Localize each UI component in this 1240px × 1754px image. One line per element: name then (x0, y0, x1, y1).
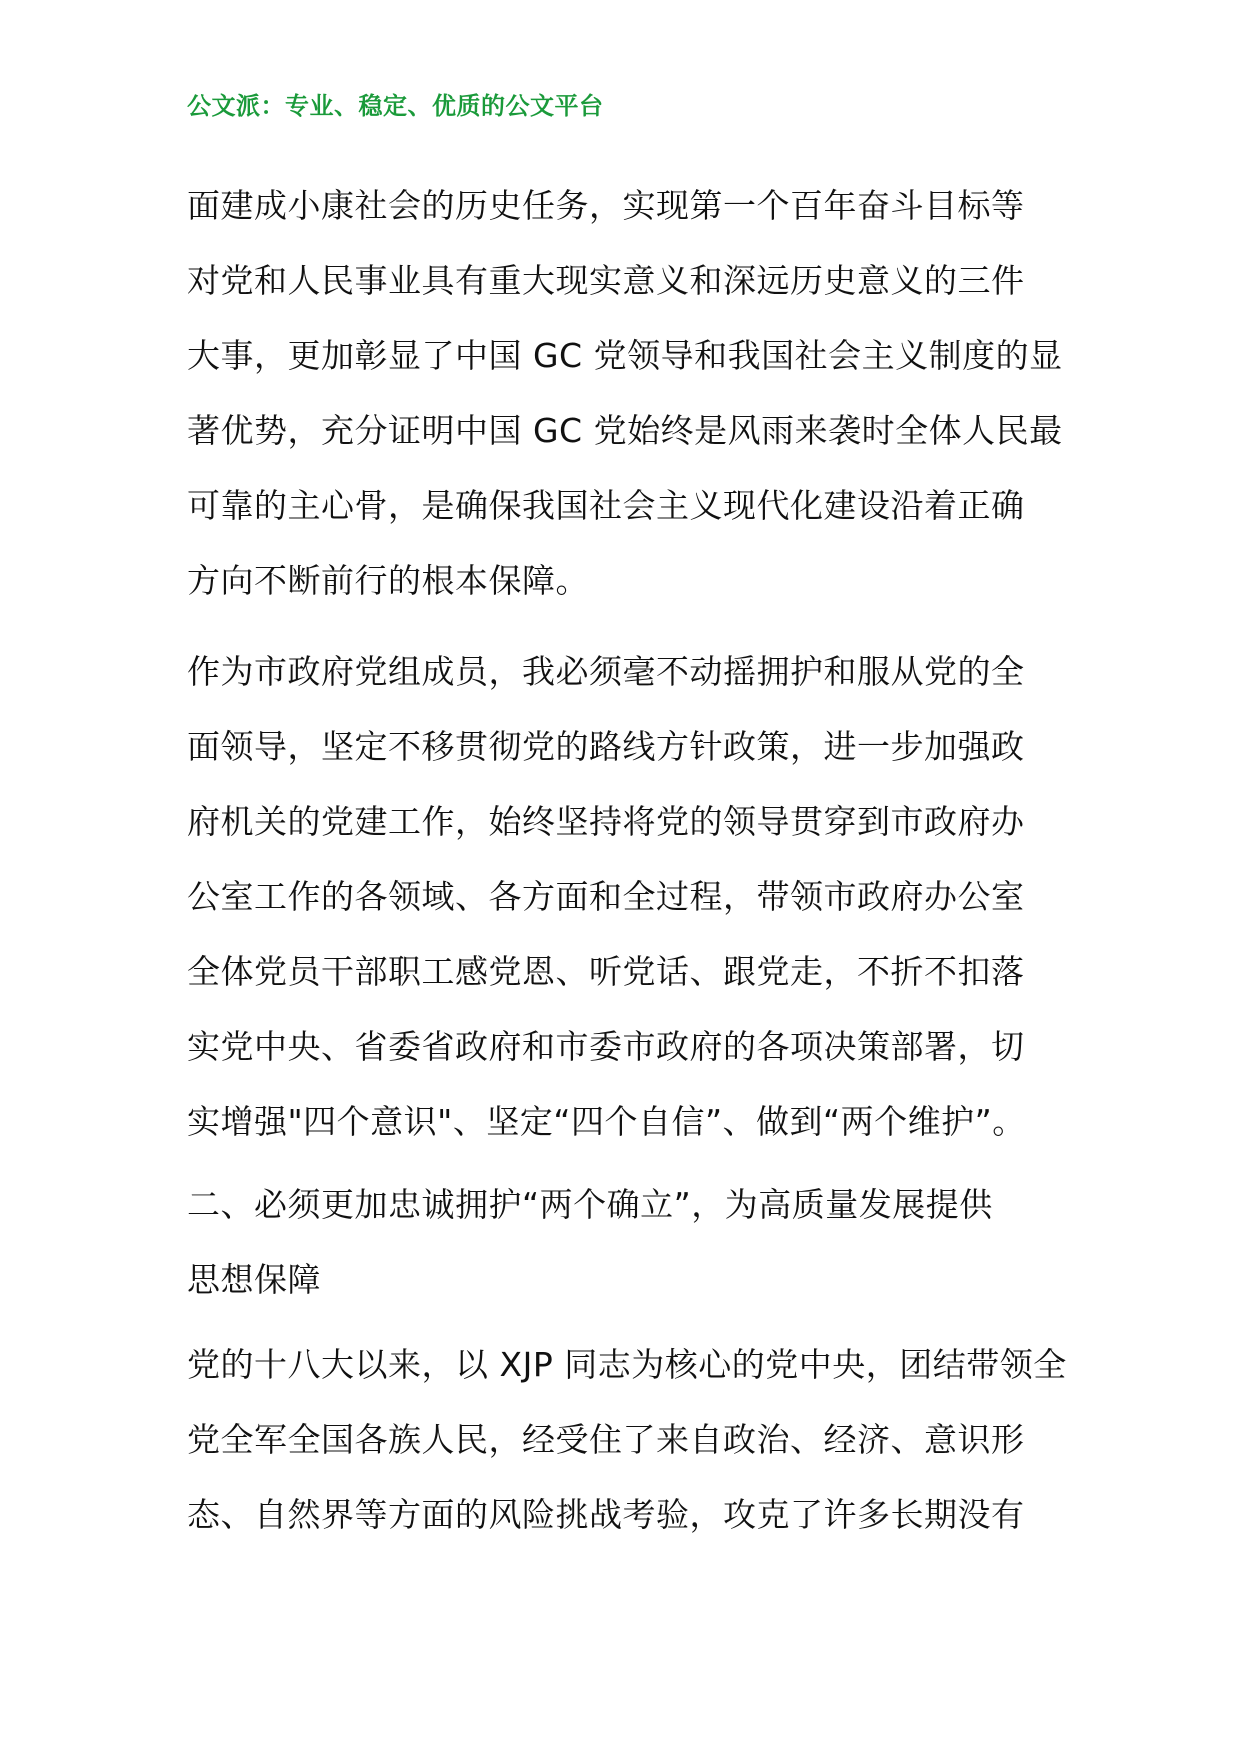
paragraph-3 (187, 1327, 1067, 1552)
text-line: 实增强"四个意识"、坚定“四个自信”、做到“两个维护”。 (187, 1102, 1026, 1141)
document-body (187, 168, 1067, 1552)
text-line: 府机关的党建工作，始终坚持将党的领导贯穿到市政府办 (187, 802, 1025, 841)
text-line: 方向不断前行的根本保障。 (187, 561, 589, 600)
text-line: 全体党员干部职工感党恩、听党话、跟党走，不折不扣落 (187, 952, 1025, 991)
text-line: 大事，更加彰显了中国 GC 党领导和我国社会主义制度的显 (187, 336, 1063, 375)
paragraph-1 (187, 168, 1067, 618)
heading-line: 二、必须更加忠诚拥护“两个确立”，为高质量发展提供 (187, 1185, 993, 1224)
text-line: 党的十八大以来，以 XJP 同志为核心的党中央，团结带领全 (187, 1345, 1067, 1384)
paragraph-2 (187, 634, 1067, 1159)
text-line: 党全军全国各族人民，经受住了来自政治、经济、意识形 (187, 1420, 1025, 1459)
text-line: 实党中央、省委省政府和市委市政府的各项决策部署，切 (187, 1027, 1025, 1066)
text-line: 态、自然界等方面的风险挑战考验，攻克了许多长期没有 (187, 1495, 1025, 1534)
heading-line: 思想保障 (187, 1260, 321, 1299)
text-line: 面建成小康社会的历史任务，实现第一个百年奋斗目标等 (187, 186, 1025, 225)
text-line: 面领导，坚定不移贯彻党的路线方针政策，进一步加强政 (187, 727, 1025, 766)
text-line: 著优势，充分证明中国 GC 党始终是风雨来袭时全体人民最 (187, 411, 1063, 450)
text-line: 公室工作的各领域、各方面和全过程，带领市政府办公室 (187, 877, 1025, 916)
text-line: 对党和人民事业具有重大现实意义和深远历史意义的三件 (187, 261, 1025, 300)
text-line: 可靠的主心骨，是确保我国社会主义现代化建设沿着正确 (187, 486, 1025, 525)
text-line: 作为市政府党组成员，我必须毫不动摇拥护和服从党的全 (187, 652, 1025, 691)
section-heading (187, 1167, 1067, 1317)
header-brand: 公文派：专业、稳定、优质的公文平台 (187, 91, 604, 120)
